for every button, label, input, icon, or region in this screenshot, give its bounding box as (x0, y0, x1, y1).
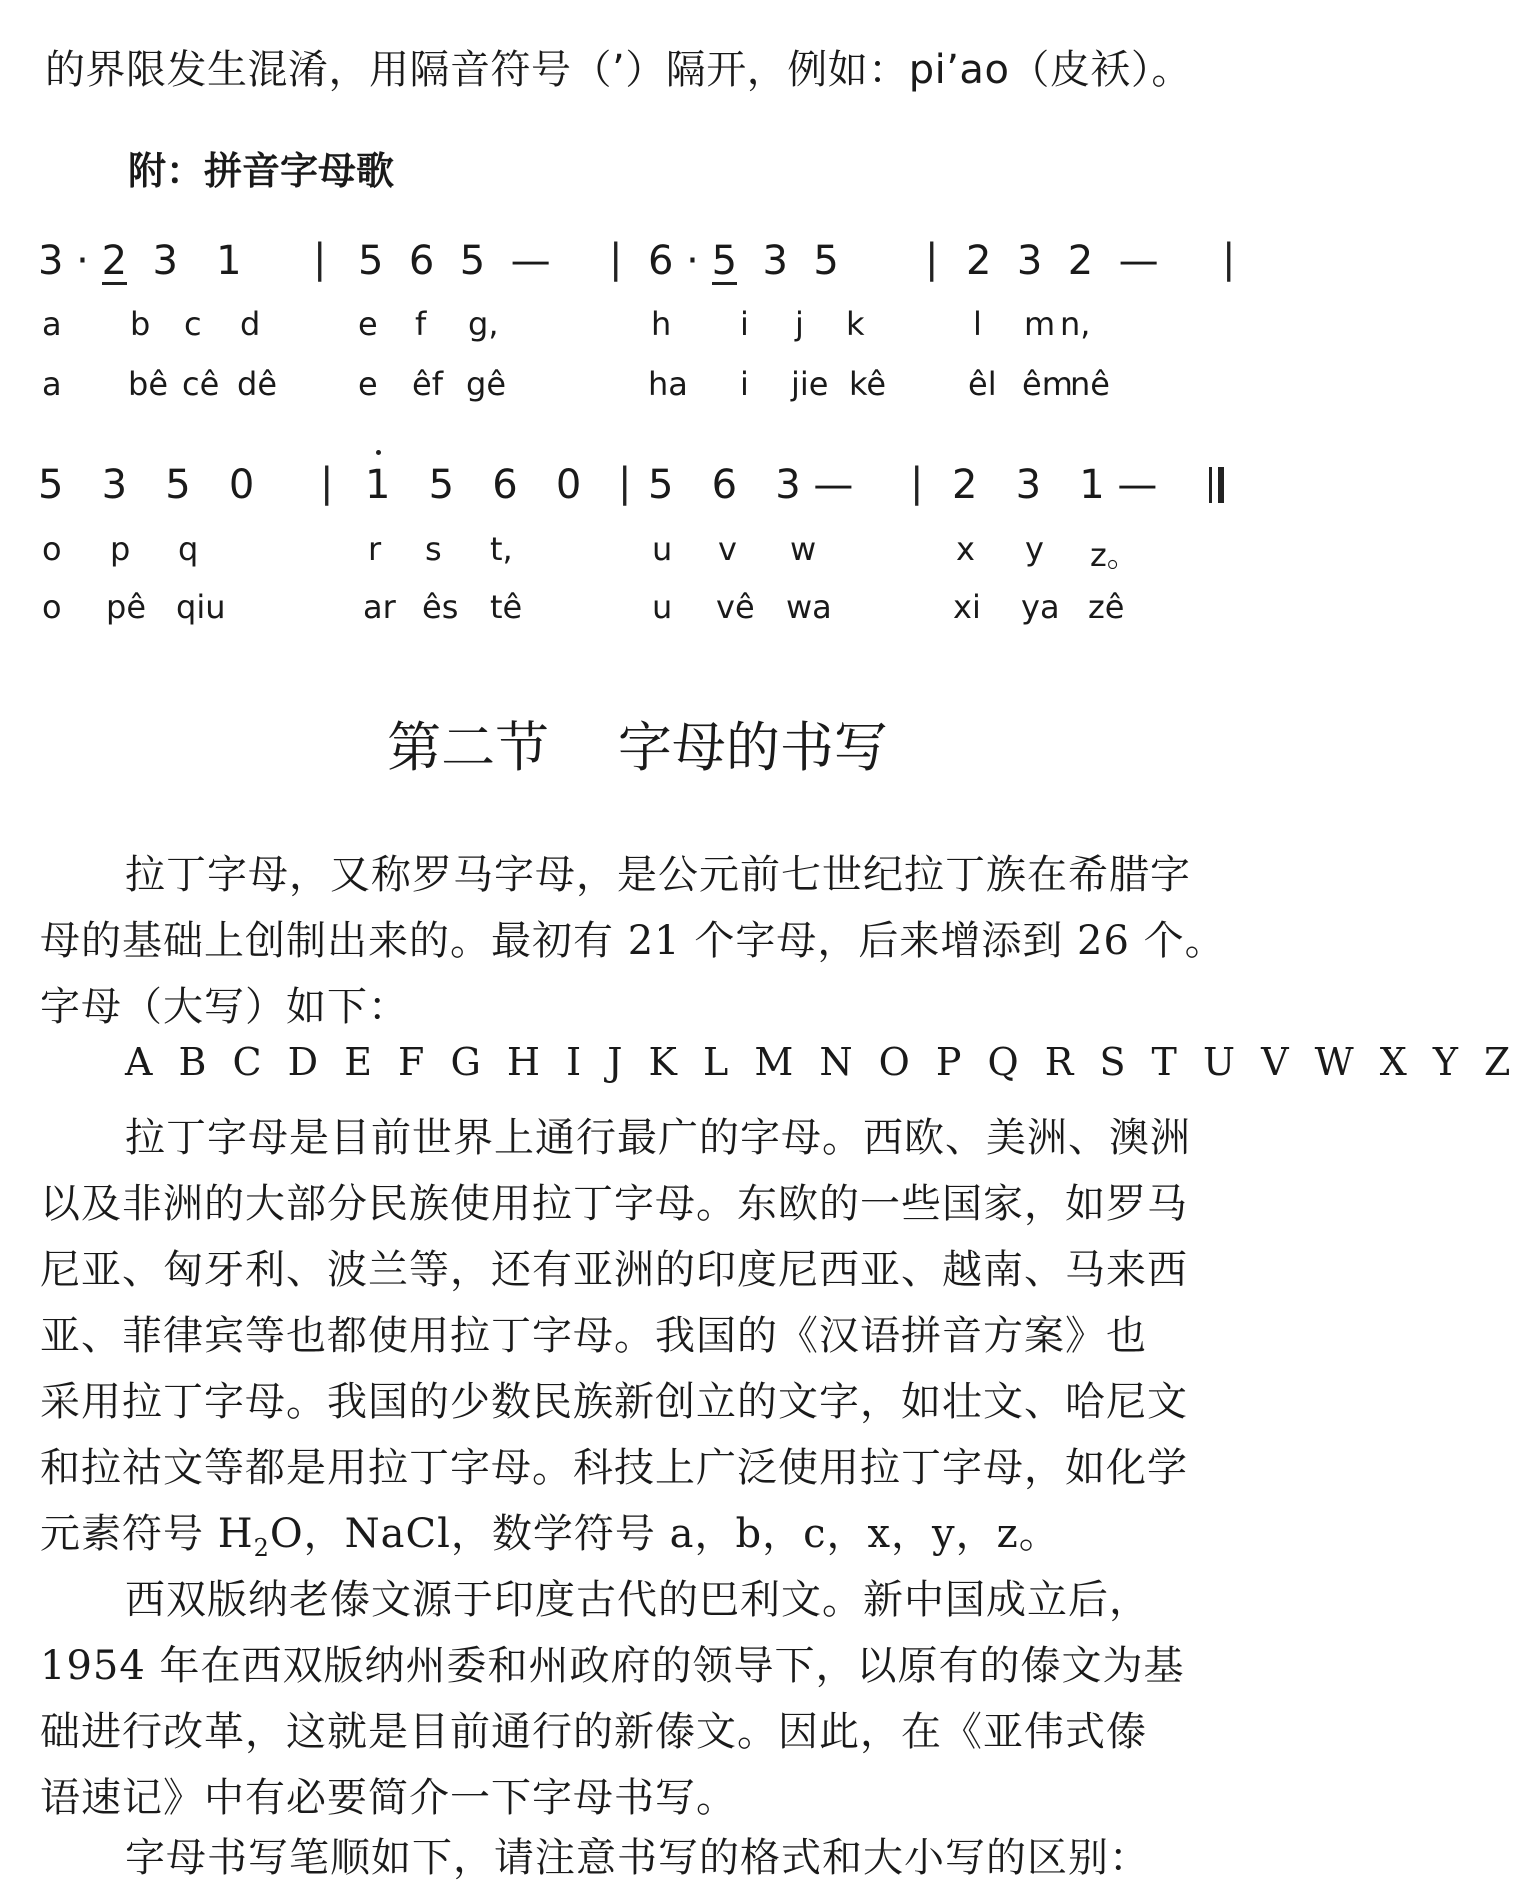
note: 3 (1016, 238, 1043, 284)
formula-prefix: 元素符号 H (40, 1511, 254, 1557)
paragraph-1-line-2: 母的基础上创制出来的。最初有 21 个字母，后来增添到 26 个。 (40, 918, 1226, 964)
barline: | (609, 236, 623, 282)
song-row1-measure4 (966, 238, 1159, 284)
song-row1-measure3 (648, 238, 839, 285)
song-letter: n, (1060, 305, 1091, 343)
song-letter: y (1025, 530, 1044, 568)
paragraph-2-line-1: 拉丁字母是目前世界上通行最广的字母。西欧、美洲、澳洲 (125, 1115, 1191, 1161)
paragraph-3-line-3: 础进行改革，这就是目前通行的新傣文。因此，在《亚伟式傣 (40, 1709, 1147, 1755)
song-letter-name: nê (1070, 365, 1110, 403)
song-letter: p (110, 530, 131, 568)
paragraph-3-line-4: 语速记》中有必要简介一下字母书写。 (40, 1775, 737, 1821)
song-letter-name: a (42, 365, 62, 403)
note: 1 (1079, 462, 1105, 508)
song-letter-name: vê (716, 588, 755, 626)
song-letter-name: e (358, 365, 378, 403)
song-letter: r (368, 530, 382, 568)
song-letter: t, (490, 530, 513, 568)
latin-alphabet: A B C D E F G H I J K L M N O P Q R S T U V W X Y Z (125, 1040, 1517, 1084)
paragraph-2-line-6: 和拉祜文等都是用拉丁字母。科技上广泛使用拉丁字母，如化学 (40, 1445, 1188, 1491)
note: 6 (648, 238, 674, 284)
note: 2 (966, 238, 992, 284)
paragraph-2-line-7 (40, 1502, 1060, 1562)
song-letter: q (178, 530, 199, 568)
note: 3 (762, 238, 788, 284)
dash: — (1118, 238, 1159, 284)
note-dot: · (76, 238, 89, 284)
song-letter: j (795, 305, 804, 343)
song-letter-name: ya (1021, 588, 1060, 626)
song-letter: h (651, 305, 672, 343)
song-row2-measure3 (648, 462, 853, 508)
note: 5 (358, 238, 384, 284)
song-letter: v (718, 530, 737, 568)
appendix-label: 附：拼音字母歌 (128, 149, 395, 193)
song-letter-name: o (42, 588, 62, 626)
note: 3 (38, 238, 64, 284)
song-letter-name: kê (849, 365, 887, 403)
song-letter-name: êf (412, 365, 443, 403)
song-letter-name: i (740, 365, 749, 403)
note: 3 (1015, 462, 1042, 508)
song-letter: o (42, 530, 62, 568)
song-letter-name: xi (953, 588, 981, 626)
note: 6 (711, 462, 738, 508)
formula-suffix: O，NaCl，数学符号 a，b，c，x，y，z。 (269, 1511, 1060, 1557)
song-letter-name: ha (648, 365, 688, 403)
song-letter-name: jie (791, 365, 829, 403)
song-letter: w (790, 530, 817, 568)
song-row2-measure2 (365, 462, 581, 508)
note: 5 (428, 462, 455, 508)
note: 2 (101, 238, 128, 284)
barline: | (925, 236, 939, 282)
note: 5 (38, 462, 64, 508)
song-letter: m (1024, 305, 1056, 343)
paragraph-2-line-3: 尼亚、匈牙利、波兰等，还有亚洲的印度尼西亚、越南、马来西 (40, 1247, 1188, 1293)
barline: | (618, 460, 632, 506)
song-letter-name: wa (786, 588, 832, 626)
note: 2 (1067, 238, 1094, 284)
dash: — (1117, 462, 1158, 508)
paragraph-1-line-1: 拉丁字母，又称罗马字母，是公元前七世纪拉丁族在希腊字 (125, 852, 1191, 898)
song-letter-name: qiu (176, 588, 226, 626)
paragraph-2-line-4: 亚、菲律宾等也都使用拉丁字母。我国的《汉语拼音方案》也 (40, 1313, 1147, 1359)
song-letter-name: bê (128, 365, 168, 403)
note: 6 (492, 462, 518, 508)
song-letter-name: cê (182, 365, 220, 403)
dash: — (813, 462, 854, 508)
song-letter: b (130, 305, 151, 343)
song-letter-name: ar (363, 588, 396, 626)
section-number: 第二节 (387, 716, 550, 779)
song-letter: k (846, 305, 865, 343)
section-heading (0, 705, 1275, 782)
dash: — (510, 238, 551, 284)
note: 5 (711, 238, 738, 284)
barline: | (320, 460, 334, 506)
intro-line: 的界限发生混淆，用隔音符号（’）隔开，例如：pi’ao（皮袄）。 (45, 47, 1192, 93)
song-letter-name: zê (1088, 588, 1125, 626)
subscript: 2 (253, 1534, 270, 1562)
song-letter: e (358, 305, 378, 343)
note: 3 (152, 238, 178, 284)
paragraph-3-line-2: 1954 年在西双版纳州委和州政府的领导下，以原有的傣文为基 (40, 1643, 1185, 1689)
paragraph-4-line-1: 字母书写笔顺如下，请注意书写的格式和大小写的区别： (125, 1835, 1150, 1881)
song-letter: a (42, 305, 62, 343)
paragraph-1-line-3: 字母（大写）如下： (40, 984, 409, 1030)
song-letter-name: tê (490, 588, 523, 626)
song-letter-name: êl (968, 365, 997, 403)
note: 5 (813, 238, 839, 284)
song-letter: z。 (1090, 536, 1139, 574)
song-row1-measure1 (38, 238, 242, 285)
note: 1 (216, 238, 242, 284)
note: 3 (775, 462, 801, 508)
paragraph-2-line-5: 采用拉丁字母。我国的少数民族新创立的文字，如壮文、哈尼文 (40, 1379, 1188, 1425)
song-letter: u (652, 530, 673, 568)
song-letter-name: gê (466, 365, 506, 403)
song-letter-name: u (652, 588, 673, 626)
note-high: 1 (365, 462, 391, 508)
song-row2-measure1 (38, 462, 254, 508)
song-letter-name: pê (106, 588, 146, 626)
song-letter: s (425, 530, 442, 568)
note: 3 (101, 462, 128, 508)
note: 0 (228, 462, 255, 508)
note: 0 (555, 462, 582, 508)
song-letter: d (240, 305, 261, 343)
paragraph-3-line-1: 西双版纳老傣文源于印度古代的巴利文。新中国成立后， (125, 1577, 1150, 1623)
song-letter-name: êm (1022, 365, 1073, 403)
note: 6 (408, 238, 435, 284)
song-row1-measure2 (358, 238, 551, 284)
barline: | (910, 460, 924, 506)
song-letter-name: dê (237, 365, 277, 403)
barline: | (313, 236, 327, 282)
paragraph-2-line-2: 以及非洲的大部分民族使用拉丁字母。东欧的一些国家，如罗马 (40, 1181, 1188, 1227)
song-letter: i (740, 305, 749, 343)
note: 5 (648, 462, 674, 508)
song-letter: l (973, 305, 982, 343)
section-title: 字母的书写 (617, 716, 888, 779)
song-row2-measure4 (952, 462, 1157, 508)
song-letter: c (184, 305, 202, 343)
note: 2 (952, 462, 978, 508)
song-letter-name: ês (422, 588, 459, 626)
barline: | (1222, 236, 1236, 282)
note: 5 (165, 462, 191, 508)
final-double-barline (1203, 467, 1224, 503)
song-letter: x (956, 530, 975, 568)
song-letter: g, (468, 305, 499, 343)
note-dot: · (686, 238, 699, 284)
song-letter: f (415, 305, 427, 343)
note: 5 (459, 238, 486, 284)
